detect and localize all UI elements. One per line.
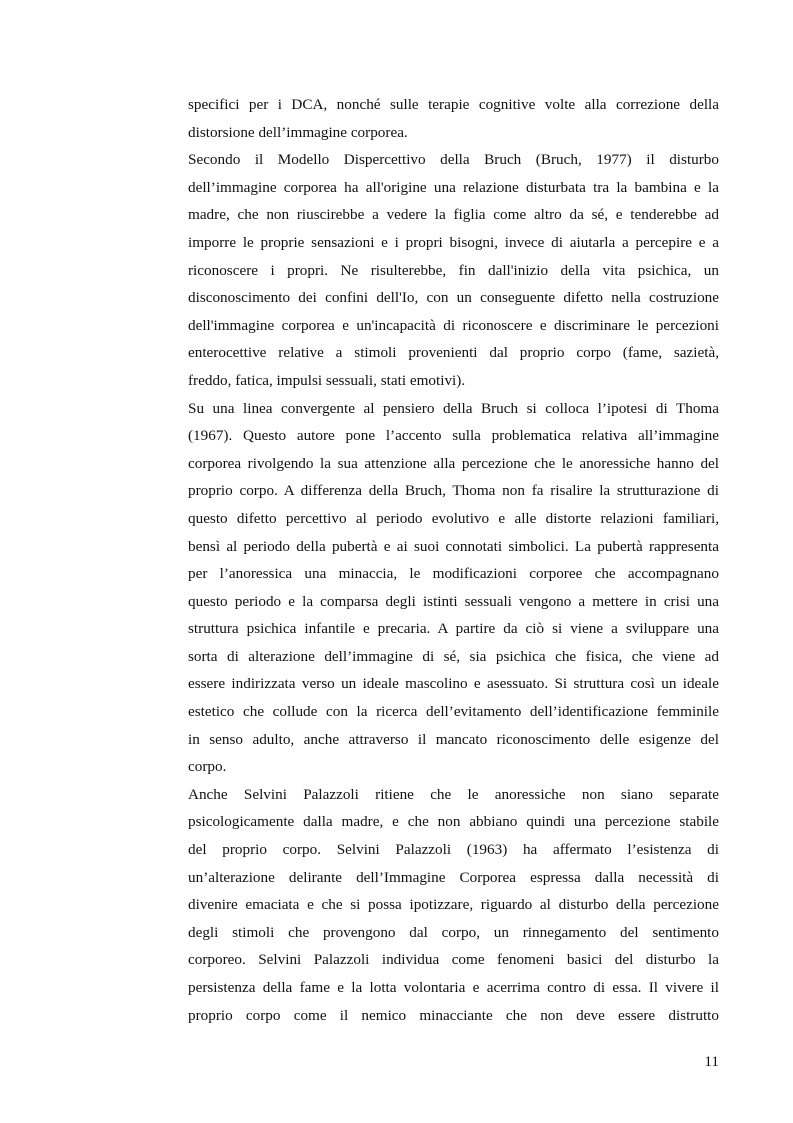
text-line: degli stimoli che provengono dal corpo, un rinnegamento del sentimento <box>188 923 719 941</box>
text-line: del proprio corpo. Selvini Palazzoli (1963) ha affermato l’esistenza di <box>188 841 719 859</box>
text-line: Su una linea convergente al pensiero della Bruch si colloca l’ipotesi di Thoma <box>188 399 719 417</box>
text-line: proprio corpo come il nemico minacciante che non deve essere distrutto <box>188 1006 719 1024</box>
text-line: proprio corpo. A differenza della Bruch, Thoma non fa risalire la strutturazione di <box>188 482 719 500</box>
text-line: disconoscimento dei confini dell'Io, con un conseguente difetto nella costruzione <box>188 289 719 307</box>
text-line: corpo. <box>188 758 227 776</box>
text-line: un’alterazione delirante dell’Immagine Corporea espressa dalla necessità di <box>188 868 719 886</box>
text-line: specifici per i DCA, nonché sulle terapie cognitive volte alla correzione della <box>188 96 719 113</box>
text-line: corporeo. Selvini Palazzoli individua come fenomeni basici del disturbo la <box>188 951 719 969</box>
text-line: dell’immagine corporea ha all'origine una relazione disturbata tra la bambina e la <box>188 178 719 196</box>
text-line: riconoscere i propri. Ne risulterebbe, fin dall'inizio della vita psichica, un <box>188 261 719 279</box>
text-line: madre, che non riuscirebbe a vedere la figlia come altro da sé, e tenderebbe ad <box>188 206 719 224</box>
text-line: Secondo il Modello Dispercettivo della Bruch (Bruch, 1977) il disturbo <box>188 151 719 169</box>
text-line: questo periodo e la comparsa degli istinti sessuali vengono a mettere in crisi una <box>188 592 719 610</box>
text-line: corporea rivolgendo la sua attenzione alla percezione che le anoressiche hanno del <box>188 454 719 472</box>
text-line: bensì al periodo della pubertà e ai suoi connotati simbolici. La pubertà rappresenta <box>188 537 719 555</box>
text-line: struttura psichica infantile e precaria. A partire da ciò si viene a sviluppare una <box>188 620 719 638</box>
body-text <box>188 91 719 1029</box>
text-line: sorta di alterazione dell’immagine di sé, sia psichica che fisica, che viene ad <box>188 647 719 665</box>
text-line: essere indirizzata verso un ideale mascolino e asessuato. Si struttura così un ideale <box>188 675 719 693</box>
text-line: (1967). Questo autore pone l’accento sulla problematica relativa all’immagine <box>188 427 719 445</box>
text-line: estetico che collude con la ricerca dell’evitamento dell’identificazione femminile <box>188 703 719 721</box>
text-line: divenire emaciata e che si possa ipotizzare, riguardo al disturbo della percezione <box>188 896 719 914</box>
text-line: psicologicamente dalla madre, e che non abbiano quindi una percezione stabile <box>188 813 719 831</box>
text-line: dell'immagine corporea e un'incapacità di riconoscere e discriminare le percezioni <box>188 316 719 334</box>
text-line: freddo, fatica, impulsi sessuali, stati emotivi). <box>188 371 466 389</box>
text-line: in senso adulto, anche attraverso il mancato riconoscimento delle esigenze del <box>188 730 719 748</box>
text-line: persistenza della fame e la lotta volontaria e acerrima contro di essa. Il vivere il <box>188 979 719 996</box>
text-line: questo difetto percettivo al periodo evolutivo e alle distorte relazioni familiari, <box>188 509 719 527</box>
text-line: Anche Selvini Palazzoli ritiene che le anoressiche non siano separate <box>188 785 719 803</box>
text-line: per l’anoressica una minaccia, le modificazioni corporee che accompagnano <box>188 565 719 583</box>
page-number: 11 <box>704 1053 719 1070</box>
text-line: imporre le proprie sensazioni e i propri bisogni, invece di aiutarla a percepire e a <box>188 233 719 251</box>
text-line: enterocettive relative a stimoli provenienti dal proprio corpo (fame, sazietà, <box>188 344 719 362</box>
text-line: distorsione dell’immagine corporea. <box>188 123 408 141</box>
